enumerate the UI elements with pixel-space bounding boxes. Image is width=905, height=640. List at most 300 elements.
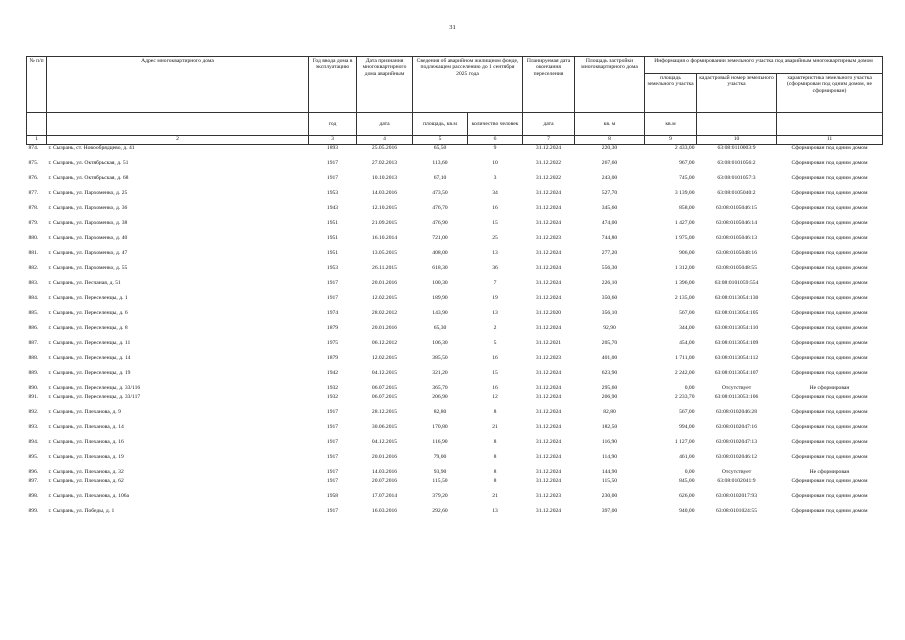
row-planned-date: 31.12.2023 [535, 492, 562, 499]
row-cadastral: 63:08:0113054:107 [714, 369, 759, 376]
row-number: 882. [28, 264, 39, 271]
row-number: 887. [28, 339, 39, 346]
row-number: 883. [28, 279, 39, 286]
unit-cell: кв. м [575, 113, 645, 136]
row-address: г. Сызрань, ул. Октябрьская, д. 51 [48, 159, 129, 166]
row-build-area: 295,60 [601, 384, 618, 391]
row-area: 93,90 [433, 468, 447, 475]
row-land-area: 2 433,00 [674, 145, 695, 151]
unit-cell [27, 113, 47, 136]
row-planned-date: 31.12.2023 [535, 354, 562, 361]
row-area: 385,50 [432, 354, 448, 361]
row-land-area: 3 139,00 [674, 189, 695, 196]
table-row [27, 295, 883, 310]
row-people: 16 [492, 204, 498, 211]
unit-cell: дата [523, 113, 575, 136]
table-row [27, 325, 883, 340]
row-area: 82,80 [433, 408, 447, 415]
row-number: 885. [28, 309, 39, 316]
row-year: 1942 [326, 369, 339, 376]
row-land-area: 940,00 [679, 507, 695, 514]
row-planned-date: 31.12.2024 [535, 324, 562, 331]
row-land-area: 1 975,00 [674, 234, 695, 241]
row-address: г. Сызрань, ул. Октябрьская, д. 68 [48, 174, 129, 181]
row-recognition-date: 10.10.2013 [371, 174, 398, 181]
row-build-area: 277,20 [601, 249, 618, 256]
row-planned-date: 31.12.2024 [535, 249, 562, 256]
row-land-area: 0,00 [684, 384, 695, 391]
row-land-area: 1 711,00 [675, 354, 695, 361]
row-people: 2 [493, 324, 497, 331]
row-year: 1917 [326, 294, 339, 301]
row-area: 143,90 [432, 309, 448, 316]
row-recognition-date: 30.06.2015 [371, 423, 398, 430]
row-people: 34 [492, 189, 498, 196]
unit-cell: количество человек [468, 113, 523, 136]
column-index: 1 [27, 136, 47, 145]
row-number: 877. [28, 189, 39, 196]
row-characteristic: Сформирован под одним домом [791, 492, 868, 499]
row-planned-date: 31.12.2024 [535, 279, 562, 286]
table-row [27, 265, 883, 280]
table-row [27, 439, 883, 454]
table-row [27, 250, 883, 265]
row-address: г. Сызрань, ул. Переселенцы, д. 19 [48, 369, 131, 376]
row-build-area: 350,60 [601, 294, 618, 301]
unit-cell [697, 113, 777, 136]
row-number: 890. [28, 384, 39, 391]
row-cadastral: 63:08:0105046:15 [715, 204, 758, 211]
row-recognition-date: 12.02.2015 [371, 354, 398, 361]
table-row [27, 205, 883, 220]
row-area: 67,10 [433, 174, 447, 181]
row-people: 19 [492, 294, 498, 301]
row-characteristic: Сформирован под одним домом [791, 174, 868, 181]
row-year: 1879 [326, 354, 339, 361]
row-address: г. Сызрань, ул. Плеханова, д. 16 [48, 438, 124, 445]
row-recognition-date: 26.11.2015 [372, 264, 397, 271]
row-people: 25 [492, 234, 498, 241]
row-area: 618,30 [432, 264, 448, 271]
row-people: 12 [492, 393, 498, 400]
row-people: 13 [492, 309, 498, 316]
row-year: 1974 [326, 309, 339, 316]
row-build-area: 92,90 [603, 324, 616, 331]
row-address: г. Сызрань, ул. Плеханова, д. 32 [48, 468, 124, 475]
row-planned-date: 31.12.2024 [535, 477, 562, 484]
row-number: 876. [28, 174, 39, 181]
row-number: 880. [28, 234, 39, 241]
column-index-row [27, 136, 883, 145]
row-year: 1893 [326, 145, 339, 151]
column-index: 8 [575, 136, 645, 145]
row-recognition-date: 06.12.2012 [371, 339, 398, 346]
row-year: 1917 [326, 477, 339, 484]
row-land-area: 567,00 [679, 408, 695, 415]
row-people: 8 [493, 408, 497, 415]
row-land-area: 745,00 [679, 174, 695, 181]
row-land-area: 2 242,00 [674, 369, 695, 376]
row-planned-date: 31.12.2024 [535, 408, 562, 415]
table-row [27, 424, 883, 439]
row-planned-date: 31.12.2024 [535, 423, 562, 430]
row-people: 13 [492, 249, 498, 256]
row-recognition-date: 04.12.2015 [371, 438, 398, 445]
row-land-area: 1 312,00 [674, 264, 695, 271]
row-year: 1917 [326, 468, 339, 475]
row-land-area: 626,00 [679, 492, 695, 499]
column-index: 10 [697, 136, 777, 145]
row-area: 206,90 [432, 393, 448, 400]
table-row [27, 190, 883, 205]
row-year: 1953 [326, 189, 339, 196]
row-address: г. Сызрань, ул. Плеханова, д. 106а [48, 492, 130, 499]
row-area: 189,90 [432, 294, 448, 301]
row-planned-date: 31.12.2024 [535, 468, 562, 475]
row-build-area: 220,30 [601, 145, 618, 151]
table-row [27, 454, 883, 469]
row-planned-date: 31.12.2024 [535, 507, 562, 514]
row-year: 1917 [326, 279, 339, 286]
row-build-area: 401,00 [601, 354, 618, 361]
row-cadastral: 63:08:0113054:110 [714, 324, 759, 331]
row-number: 893. [28, 423, 39, 430]
row-number: 888. [28, 354, 39, 361]
row-cadastral: 63:08:0102047:16 [715, 423, 758, 430]
row-area: 170,80 [432, 423, 448, 430]
table-row [27, 469, 883, 478]
row-year: 1917 [326, 159, 339, 166]
row-address: г. Сызрань, ул. Переселенцы, д. 8 [48, 324, 128, 331]
row-planned-date: 31.12.2024 [535, 189, 562, 196]
table-row [27, 385, 883, 394]
units-row [27, 113, 883, 136]
unit-cell [777, 113, 883, 136]
row-recognition-date: 06.07.2015 [371, 393, 398, 400]
row-characteristic: Сформирован под одним домом [791, 204, 868, 211]
row-cadastral: 63:08:0102047:13 [715, 438, 758, 445]
row-planned-date: 31.12.2021 [535, 339, 562, 346]
page-number: 31 [449, 24, 456, 31]
row-land-area: 2 233,70 [674, 393, 695, 400]
table-row [27, 310, 883, 325]
row-characteristic: Сформирован под одним домом [791, 477, 868, 484]
row-people: 7 [493, 279, 497, 286]
row-recognition-date: 28.12.2015 [371, 408, 398, 415]
col-header-characteristic: характеристика земельного участка (сформирован под одним домом, не сформирован) [777, 74, 883, 113]
row-build-area: 114,90 [601, 453, 618, 460]
row-number: 892. [28, 408, 39, 415]
row-cadastral: 63:08:0102046:12 [715, 453, 758, 460]
table-row [27, 235, 883, 250]
row-characteristic: Сформирован под одним домом [791, 309, 868, 316]
col-header-num: № п/п [27, 57, 47, 113]
row-number: 881. [28, 249, 39, 256]
row-characteristic: Сформирован под одним домом [791, 393, 868, 400]
row-planned-date: 31.12.2024 [535, 294, 562, 301]
row-people: 16 [492, 354, 498, 361]
row-land-area: 967,00 [679, 159, 695, 166]
row-people: 13 [492, 507, 498, 514]
row-address: г. Сызрань, ул. Победы, д. 1 [48, 507, 115, 514]
col-header-cadastral: кадастровый номер земельного участка [697, 74, 777, 113]
row-area: 116,90 [432, 438, 448, 445]
row-cadastral: Отсутствует [721, 468, 752, 475]
row-year: 1917 [326, 507, 339, 514]
row-address: г. Сызрань, ул. Пархоменко, д. 47 [48, 249, 128, 256]
row-area: 365,70 [432, 384, 448, 391]
row-cadastral: 63:08:0105046:14 [715, 219, 758, 226]
row-land-area: 845,00 [679, 477, 695, 484]
row-people: 8 [493, 453, 497, 460]
row-address: г. Сызрань, ул. Плеханова, д. 14 [48, 423, 124, 430]
row-cadastral: 63:08:0113054:112 [714, 354, 759, 361]
row-year: 1958 [326, 492, 339, 499]
row-characteristic: Сформирован под одним домом [791, 354, 868, 361]
row-land-area: 1 396,00 [674, 279, 695, 286]
row-address: г. Сызрань, ул. Переселенцы, д. 6 [48, 309, 128, 316]
row-cadastral: 63:08:0101059:554 [714, 279, 759, 286]
row-characteristic: Сформирован под одним домом [791, 453, 868, 460]
row-area: 721,00 [432, 234, 448, 241]
row-number: 884. [28, 294, 39, 301]
row-characteristic: Сформирован под одним домом [791, 369, 868, 376]
row-planned-date: 31.12.2024 [535, 453, 562, 460]
unit-cell: площадь, кв.м [413, 113, 468, 136]
row-land-area: 1 127,00 [674, 438, 695, 445]
row-planned-date: 31.12.2024 [535, 264, 562, 271]
row-area: 100,30 [432, 279, 448, 286]
row-build-area: 144,90 [601, 468, 618, 475]
col-header-housing-info: Сведения об аварийном жилищном фонде, подлежащем расселению до 1 сентября 2025 года [413, 57, 523, 113]
unit-cell: кв.м [645, 113, 697, 136]
row-characteristic: Сформирован под одним домом [791, 279, 868, 286]
row-address: г. Сызрань, ул. Пархоменко, д. 38 [48, 219, 128, 226]
row-address: г. Сызрань, ул. Переселенцы, д. 14 [48, 354, 131, 361]
row-build-area: 744,80 [601, 234, 618, 241]
row-area: 476,70 [432, 204, 448, 211]
row-land-area: 0,00 [684, 468, 695, 475]
row-land-area: 906,00 [679, 249, 695, 256]
row-people: 8 [493, 477, 497, 484]
row-address: г. Сызрань, ул. Песчаная, д. 51 [48, 279, 121, 286]
row-area: 292,60 [432, 507, 448, 514]
row-build-area: 205,70 [601, 339, 618, 346]
row-characteristic: Сформирован под одним домом [791, 339, 868, 346]
row-year: 1953 [326, 264, 339, 271]
row-build-area: 345,60 [601, 204, 618, 211]
column-index: 9 [645, 136, 697, 145]
row-characteristic: Не сформирован [809, 468, 850, 475]
row-number: 894. [28, 438, 39, 445]
row-build-area: 230,00 [601, 492, 618, 499]
row-year: 1917 [326, 423, 339, 430]
row-address: г. Сызрань, ул. Пархоменко, д. 36 [48, 204, 128, 211]
row-number: 886. [28, 324, 39, 331]
column-index: 5 [413, 136, 468, 145]
row-people: 10 [492, 159, 498, 166]
unit-cell [47, 113, 309, 136]
row-number: 874. [28, 145, 39, 151]
row-people: 16 [492, 384, 498, 391]
col-header-land-area: площадь земельного участка [645, 74, 697, 113]
row-address: г. Сызрань, ул. Пархоменко, д. 40 [48, 234, 128, 241]
row-planned-date: 31.12.2024 [535, 384, 562, 391]
row-build-area: 226,10 [601, 279, 618, 286]
row-address: г. Сызрань, ул. Переселенцы, д. 1 [48, 294, 128, 301]
row-area: 408,00 [432, 249, 448, 256]
row-planned-date: 31.12.2024 [535, 219, 562, 226]
row-number: 897. [28, 477, 39, 484]
table-row [27, 508, 883, 523]
row-build-area: 82,80 [603, 408, 616, 415]
row-area: 113,60 [432, 159, 448, 166]
row-year: 1943 [326, 204, 339, 211]
column-index: 6 [468, 136, 523, 145]
row-recognition-date: 27.02.2013 [371, 159, 398, 166]
row-number: 891. [28, 393, 39, 400]
row-number: 878. [28, 204, 39, 211]
row-people: 8 [493, 438, 497, 445]
row-year: 1951 [326, 219, 339, 226]
col-header-build-area: Площадь застройки многоквартирного дома [575, 57, 645, 113]
row-people: 21 [492, 492, 498, 499]
row-land-area: 344,00 [679, 324, 695, 331]
row-area: 65,30 [433, 324, 447, 331]
row-address: г. Сызрань, ул. Переселенцы, д. 33/117 [48, 393, 141, 400]
row-planned-date: 31.12.2024 [535, 438, 562, 445]
row-characteristic: Сформирован под одним домом [791, 294, 868, 301]
table-row [27, 370, 883, 385]
row-land-area: 1 427,00 [674, 219, 695, 226]
row-characteristic: Сформирован под одним домом [791, 219, 868, 226]
row-planned-date: 31.12.2024 [535, 204, 562, 211]
row-people: 8 [493, 468, 497, 475]
row-area: 65,50 [433, 145, 447, 151]
row-area: 473,50 [432, 189, 448, 196]
row-people: 9 [493, 145, 497, 151]
row-area: 476,90 [432, 219, 448, 226]
row-build-area: 115,50 [601, 477, 618, 484]
row-recognition-date: 21.09.2015 [371, 219, 398, 226]
row-recognition-date: 14.03.2016 [371, 189, 398, 196]
row-people: 15 [492, 219, 498, 226]
row-recognition-date: 20.07.2016 [371, 477, 398, 484]
table-row [27, 409, 883, 424]
table-row [27, 220, 883, 235]
row-build-area: 267,60 [601, 159, 618, 166]
row-cadastral: 63:08:0113054:105 [714, 309, 759, 316]
row-recognition-date: 20.01.2016 [371, 279, 398, 286]
row-build-area: 243,00 [601, 174, 618, 181]
column-index: 7 [523, 136, 575, 145]
row-recognition-date: 14.03.2016 [371, 468, 398, 475]
row-characteristic: Сформирован под одним домом [791, 159, 868, 166]
row-address: г. Сызрань, ул. Пархоменко, д. 25 [48, 189, 128, 196]
row-recognition-date: 06.07.2015 [371, 384, 398, 391]
row-build-area: 556,30 [601, 264, 618, 271]
row-number: 875. [28, 159, 39, 166]
row-number: 895. [28, 453, 39, 460]
row-characteristic: Сформирован под одним домом [791, 423, 868, 430]
table-row [27, 145, 883, 160]
row-recognition-date: 16.10.2014 [371, 234, 398, 241]
column-index: 3 [309, 136, 357, 145]
row-recognition-date: 28.02.2012 [371, 309, 398, 316]
row-number: 896. [28, 468, 39, 475]
row-recognition-date: 16.03.2016 [371, 507, 398, 514]
row-recognition-date: 12.02.2015 [371, 294, 398, 301]
row-address: г. Сызрань, ул. Переселенцы, д. 11 [48, 339, 131, 346]
row-planned-date: 31.12.2022 [535, 159, 562, 166]
emergency-housing-table [26, 56, 883, 523]
row-cadastral: 63:08:0102017:93 [715, 492, 758, 499]
row-cadastral: 63:08:0102041:9 [717, 477, 756, 484]
col-header-address: Адрес многоквартирного дома [47, 57, 309, 113]
row-recognition-date: 20.01.2016 [371, 324, 398, 331]
column-index: 2 [47, 136, 309, 145]
row-address: г. Сызрань, ст. Новообрядцево, д. 41 [48, 145, 135, 151]
table-row [27, 175, 883, 190]
row-address: г. Сызрань, ул. Плеханова, д. 62 [48, 477, 124, 484]
row-area: 106,30 [432, 339, 448, 346]
row-address: г. Сызрань, ул. Плеханова, д. 9 [48, 408, 121, 415]
row-cadastral: 63:08:0102046:28 [715, 408, 758, 415]
row-characteristic: Сформирован под одним домом [791, 145, 868, 151]
row-year: 1975 [326, 339, 339, 346]
row-characteristic: Не сформирован [809, 384, 850, 391]
row-recognition-date: 25.05.2016 [371, 145, 398, 151]
row-build-area: 623,90 [601, 369, 618, 376]
row-planned-date: 31.12.2023 [535, 234, 562, 241]
row-cadastral: 63:08:0101024:55 [715, 507, 758, 514]
row-planned-date: 31.12.2022 [535, 174, 562, 181]
row-people: 5 [493, 339, 497, 346]
row-build-area: 356,10 [601, 309, 618, 316]
row-recognition-date: 13.05.2015 [371, 249, 398, 256]
row-year: 1917 [326, 408, 339, 415]
row-people: 15 [492, 369, 498, 376]
row-build-area: 206,90 [601, 393, 618, 400]
column-index: 11 [777, 136, 883, 145]
row-cadastral: 63:08:0105048:55 [715, 264, 758, 271]
row-land-area: 567,00 [679, 309, 695, 316]
row-area: 115,50 [432, 477, 448, 484]
row-land-area: 858,00 [679, 204, 695, 211]
row-cadastral: Отсутствует [721, 384, 752, 391]
row-build-area: 397,00 [601, 507, 618, 514]
row-address: г. Сызрань, ул. Плеханова, д. 19 [48, 453, 124, 460]
table-body [27, 145, 883, 523]
row-people: 21 [492, 423, 498, 430]
row-recognition-date: 17.07.2014 [371, 492, 398, 499]
table-row [27, 493, 883, 508]
table-row [27, 160, 883, 175]
row-land-area: 454,00 [679, 339, 695, 346]
row-characteristic: Сформирован под одним домом [791, 438, 868, 445]
row-build-area: 182,50 [601, 423, 618, 430]
row-characteristic: Сформирован под одним домом [791, 189, 868, 196]
row-area: 321,20 [432, 369, 448, 376]
col-header-land-info: Информация о формировании земельного участка под аварийным многоквартирным домом [645, 57, 883, 74]
row-cadastral: 63:08:0113054:109 [714, 339, 759, 346]
row-area: 79,00 [433, 453, 447, 460]
row-characteristic: Сформирован под одним домом [791, 408, 868, 415]
unit-cell: год [309, 113, 357, 136]
row-characteristic: Сформирован под одним домом [791, 234, 868, 241]
table-row [27, 478, 883, 493]
column-index: 4 [357, 136, 413, 145]
